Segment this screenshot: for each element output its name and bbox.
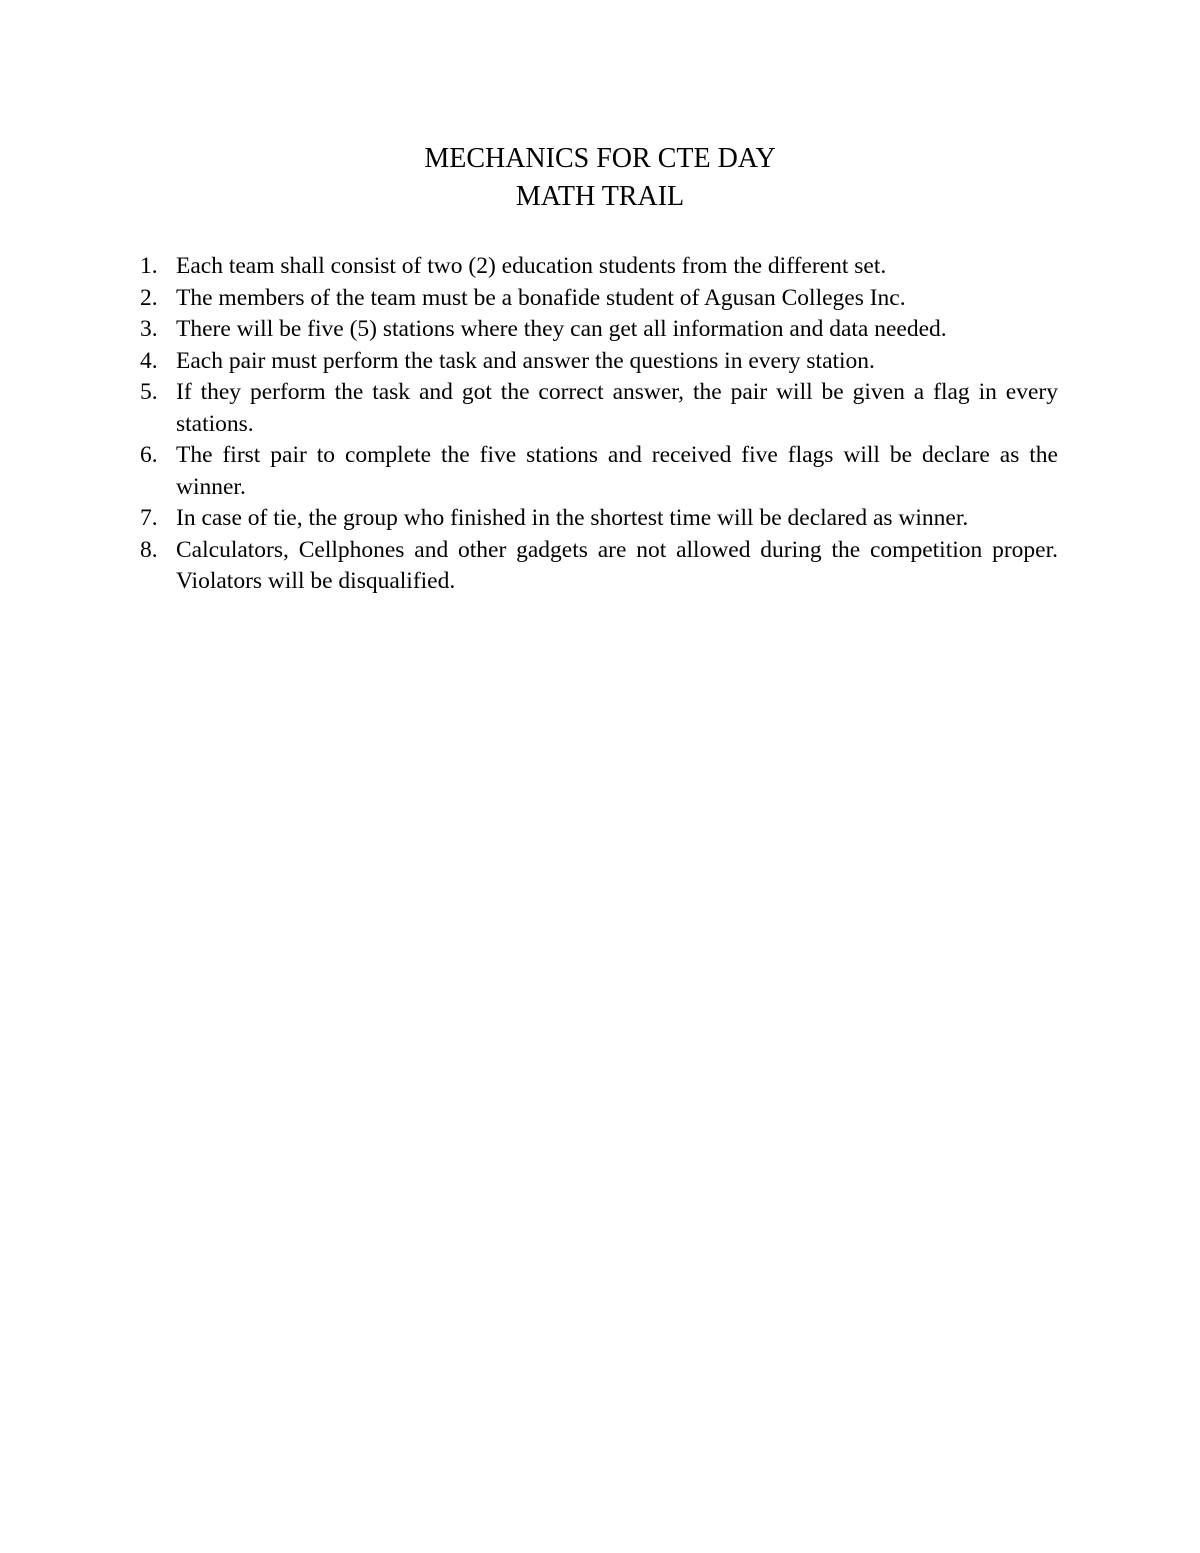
rule-item: [140, 503, 1058, 535]
rule-number: 7.: [140, 505, 158, 531]
rule-text: The first pair to complete the five stations and received five flags will be declare as the winner.: [176, 442, 1058, 500]
rule-item: [140, 535, 1058, 598]
rule-item: [140, 314, 1058, 346]
title-line-1: MECHANICS FOR CTE DAY: [424, 143, 776, 174]
title-line-2: MATH TRAIL: [515, 181, 685, 212]
rules-list: [140, 251, 1058, 598]
rule-number: 3.: [140, 316, 158, 342]
rule-text: Each pair must perform the task and answer the questions in every station.: [176, 347, 875, 374]
rule-number: 5.: [140, 379, 158, 405]
rule-number: 4.: [140, 347, 158, 374]
rule-number: 6.: [140, 442, 158, 468]
rule-item: [140, 440, 1058, 503]
rule-text: In case of tie, the group who finished in the shortest time will be declared as winner.: [176, 505, 969, 531]
rule-item: [140, 251, 1058, 283]
rule-item: [140, 346, 1058, 378]
rule-text: The members of the team must be a bonafide student of Agusan Colleges Inc.: [176, 284, 906, 311]
rule-number: 1.: [140, 253, 158, 279]
rule-text: Each team shall consist of two (2) education students from the different set.: [176, 253, 887, 279]
rule-text: Calculators, Cellphones and other gadgets are not allowed during the competition proper. Violators will be disqualified.: [176, 536, 1058, 594]
rule-text: If they perform the task and got the correct answer, the pair will be given a flag in every stations.: [176, 379, 1058, 437]
rule-text: There will be five (5) stations where they can get all information and data needed.: [176, 316, 947, 342]
rule-item: [140, 283, 1058, 315]
document-title: [0, 140, 1200, 216]
rule-item: [140, 377, 1058, 440]
rule-number: 2.: [140, 284, 158, 311]
rule-number: 8.: [140, 536, 158, 563]
